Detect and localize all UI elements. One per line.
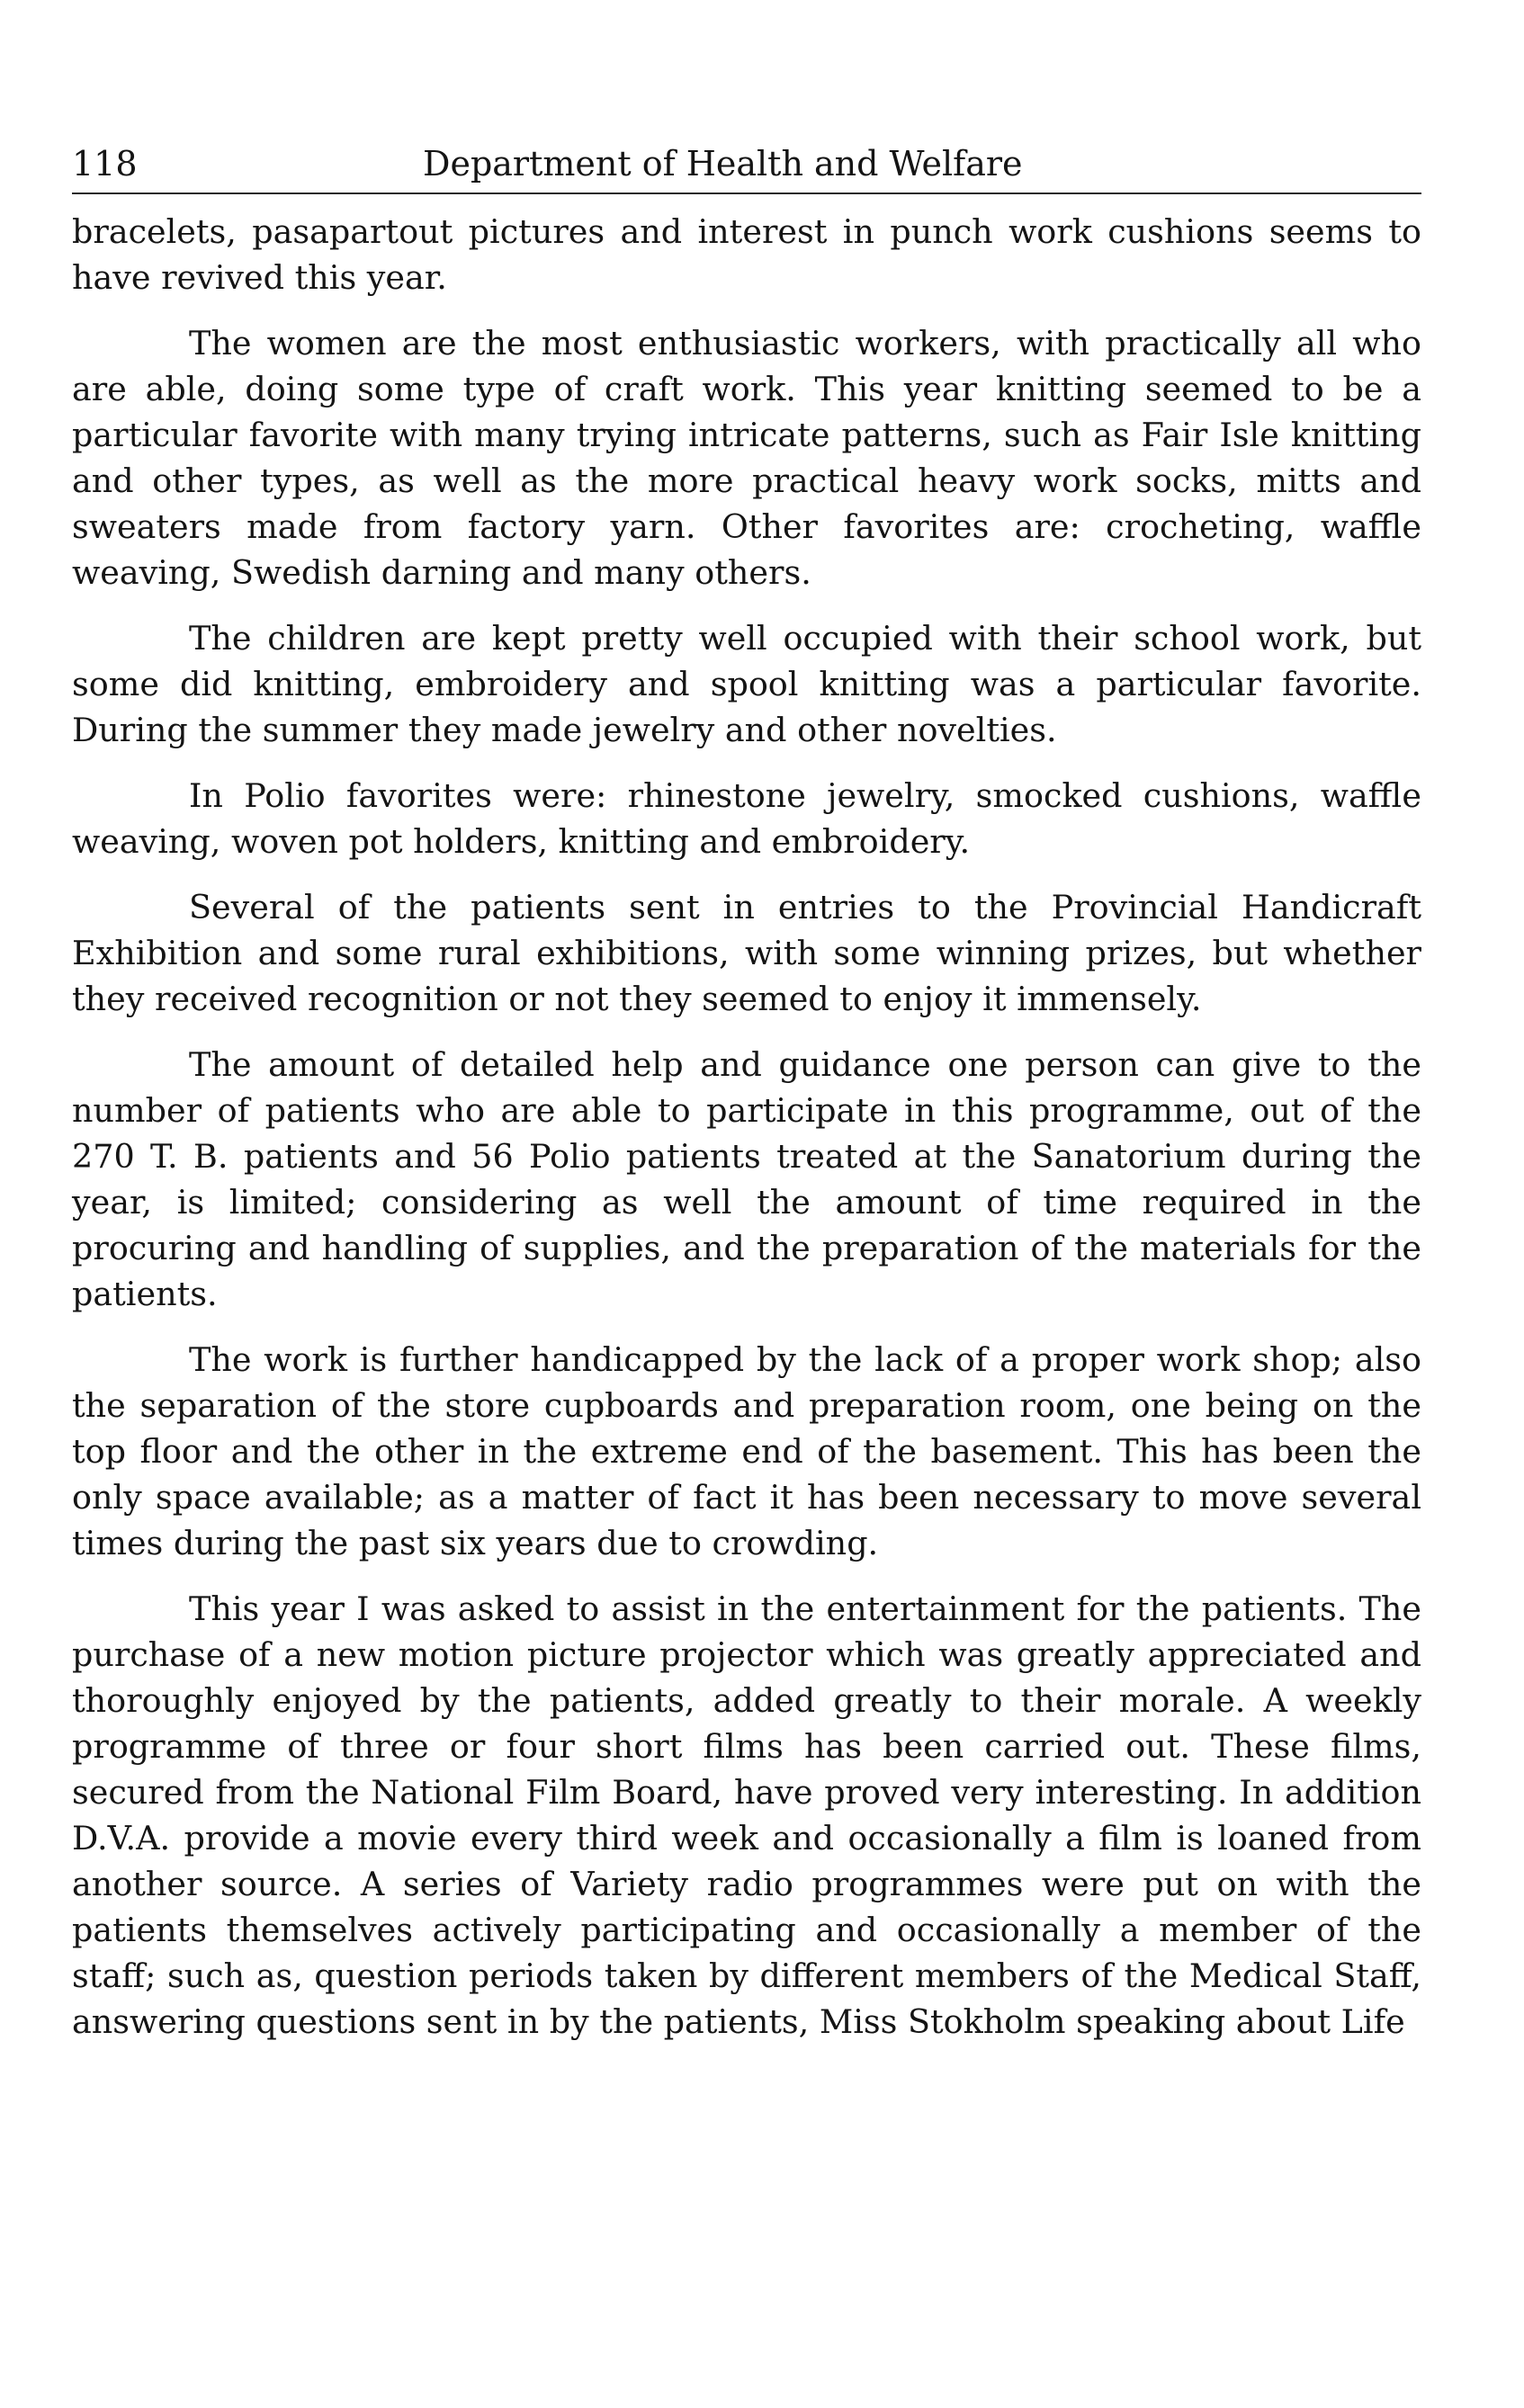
page-number: 118 [72, 144, 138, 184]
paragraph-entertainment: This year I was asked to assist in the entertainment for the patients. The purchase of a new motion picture projector which was greatly appreciated and thoroughly enjoyed by the patients, added greatly to their morale. A weekly programme of three or four short films has been carried out. These films, secured from the National Film Board, have proved very interesting. In addition D.V.A. provide a movie every third week and occasionally a film is loaned from another source. A series of Variety radio programmes were put on with the patients themselves actively participating and occasionally a member of the staff; such as, question periods taken by different members of the Medical Staff, answering questions sent in by the patients, Miss Stokholm speaking about Life [72, 1589, 1421, 2041]
paragraph-exhibition: Several of the patients sent in entries to the Provincial Handicraft Exhibition and some rural exhibitions, with some winning prizes, but whether they received recognition or not they seemed to enjoy it immensely. [72, 888, 1421, 1018]
paragraph-polio: In Polio favorites were: rhinestone jewelry, smocked cushions, waffle weaving, woven pot holders, knitting and embroidery. [72, 776, 1421, 861]
paragraph-continued: bracelets, pasapartout pictures and interest in punch work cushions seems to have revived this year. [72, 212, 1421, 297]
paragraph-work-shop: The work is further handicapped by the lack of a proper work shop; also the separation of the store cupboards and preparation room, one being on the top floor and the other in the extreme end of the basement. This has been the only space available; as a matter of fact it has been necessary to move several times during the past six years due to crowding. [72, 1340, 1421, 1562]
paragraph-guidance: The amount of detailed help and guidance one person can give to the number of patients who are able to participate in this programme, out of the 270 T. B. patients and 56 Polio patients treated at the Sanatorium during the year, is limited; considering as well the amount of time required in the procuring and handling of supplies, and the preparation of the materials for the patients. [72, 1045, 1421, 1313]
body-text [72, 194, 1421, 2045]
document-page [72, 135, 1421, 2064]
paragraph-women-crafts: The women are the most enthusiastic workers, with practically all who are able, doing some type of craft work. This year knitting seemed to be a particular favorite with many trying intricate patterns, such as Fair Isle knitting and other types, as well as the more practical heavy work socks, mitts and sweaters made from factory yarn. Other favorites are: crocheting, waffle weaving, Swedish darning and many others. [72, 324, 1421, 592]
running-title: Department of Health and Welfare [423, 144, 1023, 184]
paragraph-children: The children are kept pretty well occupied with their school work, but some did knitting, embroidery and spool knitting was a particular favorite. During the summer they made jewelry and other novelties. [72, 619, 1421, 749]
page-header [72, 135, 1421, 194]
